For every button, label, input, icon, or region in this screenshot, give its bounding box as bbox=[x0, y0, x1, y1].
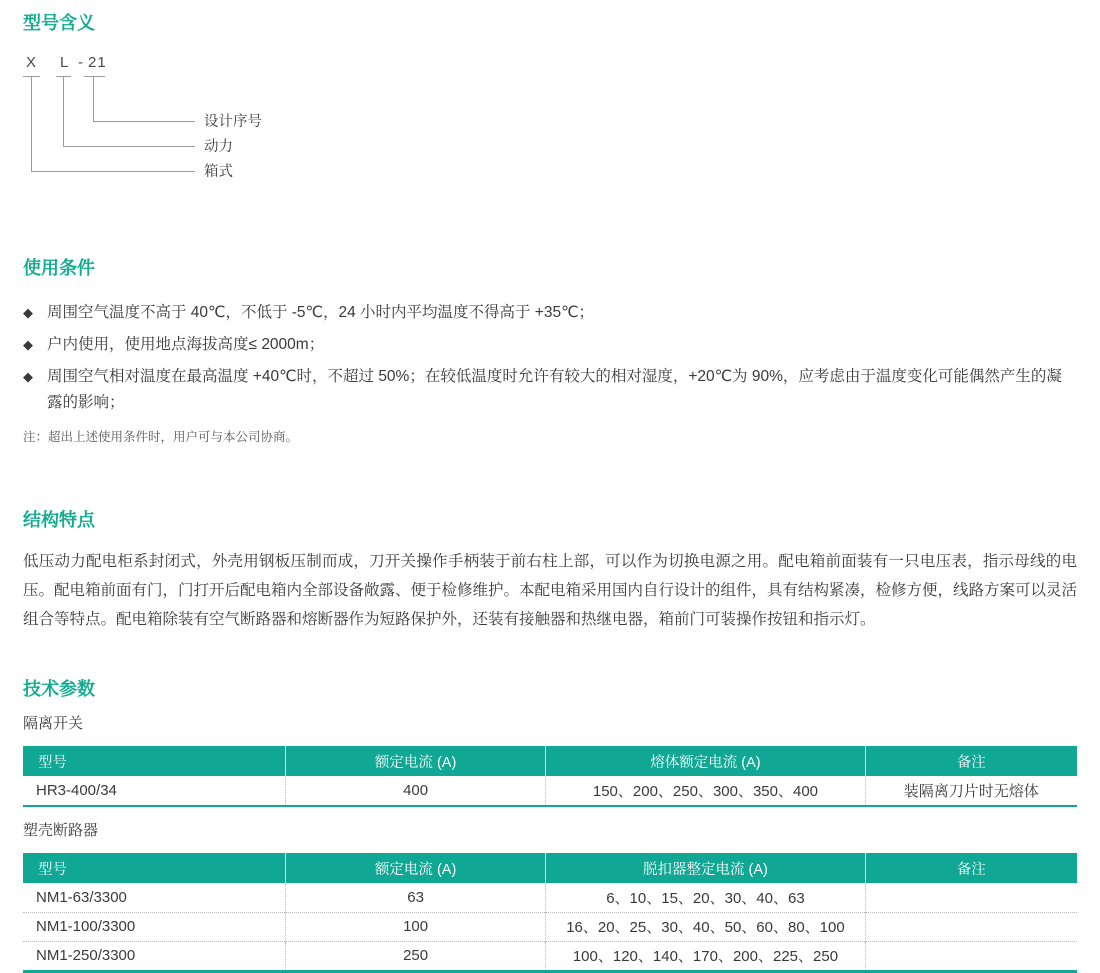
mccb-table-wrap bbox=[23, 853, 1077, 973]
column-header: 备注 bbox=[865, 853, 1077, 883]
diagram-label-design-serial: 设计序号 bbox=[204, 114, 262, 130]
table-row bbox=[23, 776, 1077, 805]
column-header: 额定电流 (A) bbox=[285, 853, 545, 883]
isolation-switch-table bbox=[23, 746, 1077, 805]
structure-paragraph: 低压动力配电柜系封闭式，外壳用钢板压制而成，刀开关操作手柄装于前右柱上部，可以作为切换电源之用。配电箱前面装有一只电压表，指示母线的电压。配电箱前面有门，门打开后配电箱内全部设备敞露、便于检修维护。本配电箱采用国内自行设计的组件，具有结构紧凑，检修方便，线路方案可以灵活组合等特点。配电箱除装有空气断路器和熔断器作为短路保护外，还装有接触器和热继电器，箱前门可装操作按钮和指示灯。 bbox=[23, 553, 1078, 628]
table-cell bbox=[865, 883, 1077, 912]
table-cell: 400 bbox=[285, 776, 545, 805]
table-cell: NM1-250/3300 bbox=[23, 941, 285, 970]
model-code-part-x: X bbox=[26, 54, 38, 71]
column-header: 型号 bbox=[23, 746, 285, 776]
table-subtitle-isolation-switch: 隔离开关 bbox=[23, 715, 84, 732]
model-meaning-section bbox=[23, 12, 1077, 183]
connector-line-box-type bbox=[31, 77, 195, 172]
table-cell: 100、120、140、170、200、225、250 bbox=[546, 941, 865, 970]
technical-parameters-section bbox=[23, 678, 1077, 973]
section-title-model-meaning: 型号含义 bbox=[23, 13, 95, 33]
table-row bbox=[23, 883, 1077, 912]
table-row bbox=[23, 941, 1077, 970]
conditions-list bbox=[23, 300, 1077, 416]
table-cell: HR3-400/34 bbox=[23, 776, 285, 805]
table-cell: 150、200、250、300、350、400 bbox=[546, 776, 865, 805]
table-cell: 100 bbox=[285, 912, 545, 941]
table-cell bbox=[865, 941, 1077, 970]
table-header-row bbox=[23, 746, 1077, 776]
table-cell: 63 bbox=[285, 883, 545, 912]
table-cell: 装隔离刀片时无熔体 bbox=[865, 776, 1077, 805]
condition-item bbox=[23, 300, 1077, 326]
diamond-bullet-icon: ◆ bbox=[23, 369, 33, 384]
column-header: 备注 bbox=[865, 746, 1077, 776]
section-title-structure-features: 结构特点 bbox=[23, 510, 95, 530]
isolation-switch-table-wrap bbox=[23, 746, 1077, 807]
table-row bbox=[23, 912, 1077, 941]
table-cell: NM1-100/3300 bbox=[23, 912, 285, 941]
diamond-bullet-icon: ◆ bbox=[23, 337, 33, 352]
structure-features-section bbox=[23, 509, 1077, 634]
condition-text: 户内使用，使用地点海拔高度≤ 2000m； bbox=[47, 336, 325, 353]
table-cell: 6、10、15、20、30、40、63 bbox=[546, 883, 865, 912]
model-code-part-21: 21 bbox=[88, 54, 107, 71]
condition-text: 周围空气温度不高于 40℃，不低于 -5℃，24 小时内平均温度不得高于 +35℃； bbox=[47, 304, 595, 321]
mccb-table bbox=[23, 853, 1077, 970]
column-header: 额定电流 (A) bbox=[285, 746, 545, 776]
table-cell: 16、20、25、30、40、50、60、80、100 bbox=[546, 912, 865, 941]
diagram-label-power: 动力 bbox=[204, 139, 233, 155]
model-code-diagram bbox=[23, 55, 1077, 183]
table-cell: NM1-63/3300 bbox=[23, 883, 285, 912]
conditions-note: 注：超出上述使用条件时，用户可与本公司协商。 bbox=[23, 430, 299, 444]
condition-text: 周围空气相对温度在最高温度 +40℃时，不超过 50%；在较低温度时允许有较大的相对湿度，+20℃为 90%，应考虑由于温度变化可能偶然产生的凝露的影响； bbox=[47, 368, 1062, 411]
condition-item bbox=[23, 332, 1077, 358]
table-cell bbox=[865, 912, 1077, 941]
model-code-part-l: L bbox=[60, 54, 70, 71]
diagram-label-box-type: 箱式 bbox=[204, 164, 233, 180]
column-header: 型号 bbox=[23, 853, 285, 883]
condition-item bbox=[23, 364, 1077, 416]
table-subtitle-mccb: 塑壳断路器 bbox=[23, 822, 99, 839]
model-code-dash: - bbox=[78, 54, 84, 71]
table-cell: 250 bbox=[285, 941, 545, 970]
diamond-bullet-icon: ◆ bbox=[23, 305, 33, 320]
column-header: 熔体额定电流 (A) bbox=[546, 746, 865, 776]
usage-conditions-section bbox=[23, 257, 1077, 445]
page bbox=[0, 12, 1100, 973]
section-title-usage-conditions: 使用条件 bbox=[23, 258, 95, 278]
column-header: 脱扣器整定电流 (A) bbox=[546, 853, 865, 883]
table-header-row bbox=[23, 853, 1077, 883]
section-title-technical-parameters: 技术参数 bbox=[23, 679, 95, 699]
